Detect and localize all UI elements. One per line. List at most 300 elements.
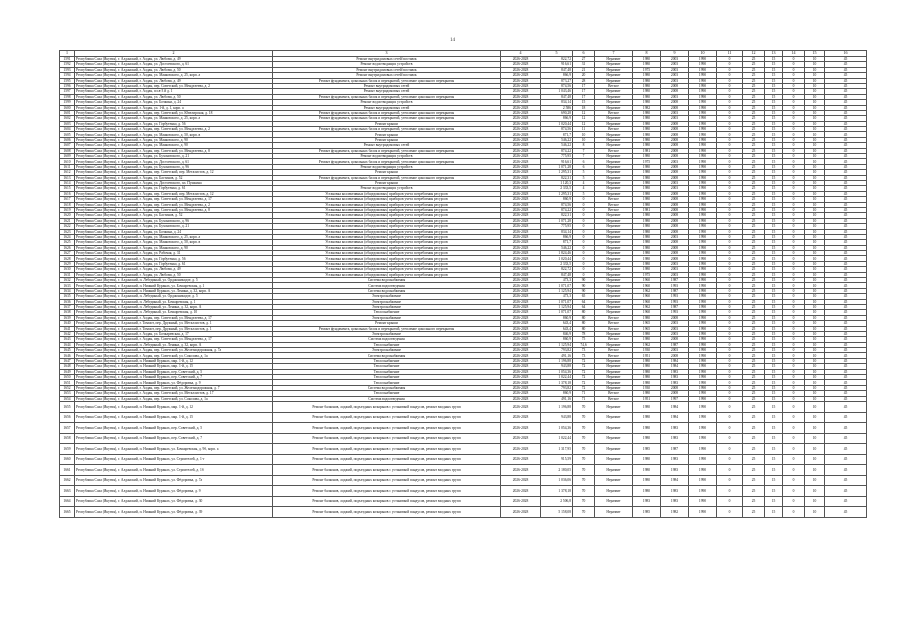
table-cell: 17 — [573, 89, 595, 94]
table-cell: 25 — [743, 364, 765, 369]
table-cell: 2008 — [661, 132, 689, 137]
table-cell: 2008 — [661, 245, 689, 250]
table-cell: 2026-2028 — [501, 348, 541, 353]
table-cell: 10 — [805, 321, 825, 326]
table-cell: 25 — [743, 251, 765, 256]
table-cell: 10 — [805, 105, 825, 110]
table-cell: Республика Саха (Якутия), г. Алданский, г. Алдан, пер. Советский, ул. Менделеева, д. 17 — [75, 315, 273, 320]
table-cell: 0 — [573, 229, 595, 234]
table-cell: 45 — [825, 385, 867, 390]
table-cell: 64 — [573, 299, 595, 304]
table-cell: 25 — [743, 475, 765, 486]
table-cell: 45 — [825, 148, 867, 153]
table-cell: 0 — [783, 369, 805, 374]
table-cell: 1990 — [689, 433, 717, 444]
table-cell: 0 — [717, 143, 743, 148]
table-cell: 0 — [717, 465, 743, 476]
table-cell: 0 — [717, 121, 743, 126]
table-cell: 2008 — [661, 224, 689, 229]
table-cell: 1990 — [689, 294, 717, 299]
table-cell: 1990 — [689, 218, 717, 223]
table-cell: Ремонт фундамента, цокольных балок и перекрытий, утепление цокольного перекрытия — [273, 326, 501, 331]
table-cell: 0 — [783, 496, 805, 507]
table-cell: 0 — [783, 100, 805, 105]
table-cell: 834,14 — [541, 229, 573, 234]
table-cell: Ремонт фундамента, цокольных балок и перекрытий, утепление цокольного перекрытия — [273, 116, 501, 121]
table-cell: 0 — [783, 299, 805, 304]
table-cell: 15 — [765, 170, 783, 175]
table-cell: 10 — [805, 402, 825, 413]
table-cell: 0 — [717, 251, 743, 256]
table-cell: Неразвит — [595, 180, 633, 185]
table-cell: 2008 — [661, 127, 689, 132]
table-cell: 1635 — [60, 294, 75, 299]
table-cell: 0 — [717, 127, 743, 132]
table-cell: 2026-2028 — [501, 321, 541, 326]
table-cell: 15 — [765, 353, 783, 358]
table-cell: 1990 — [689, 337, 717, 342]
table-cell: 0 — [783, 331, 805, 336]
table-row — [60, 444, 867, 455]
table-cell: 10 — [805, 326, 825, 331]
table-cell: 1628 — [60, 256, 75, 261]
table-cell: Республика Саха (Якутия), г. Алданский, г. Алдан, пер. Советский, ул. Менделеева, д. 17 — [75, 337, 273, 342]
table-cell: 0 — [717, 148, 743, 153]
table-cell: 0 — [783, 116, 805, 121]
table-cell: 25 — [743, 67, 765, 72]
table-cell: 25 — [743, 369, 765, 374]
table-cell: 45 — [825, 396, 867, 401]
table-cell: Ветхое — [595, 207, 633, 212]
table-cell: 10 — [805, 57, 825, 62]
table-cell: 1596 — [60, 83, 75, 88]
table-cell: 1980 — [633, 229, 661, 234]
table-cell: 45 — [825, 433, 867, 444]
table-cell: Ремонт балконов, лоджий, подъездных козырьков с установкой пандусов, ремонт входных групп — [273, 433, 501, 444]
table-cell: 1980 — [633, 143, 661, 148]
table-cell: 10 — [805, 148, 825, 153]
table-cell: Республика Саха (Якутия), г. Алданский, г. Алдан, пер. Советский, ул. Железнодорожная, д. 7а — [75, 348, 273, 353]
table-cell: Ремонт водоотводящих устройств — [273, 186, 501, 191]
table-cell: Республика Саха (Якутия), г. Алданский, п. Лебединый, ул. Бочкаревская, д. 10 — [75, 310, 273, 315]
table-cell: 1655 — [60, 402, 75, 413]
table-cell: 10 — [805, 132, 825, 137]
table-cell: 2008 — [661, 207, 689, 212]
table-cell: 45 — [825, 315, 867, 320]
table-cell: 45 — [825, 218, 867, 223]
table-cell: 0 — [717, 369, 743, 374]
table-cell: 2003 — [661, 78, 689, 83]
table-cell: 45 — [825, 132, 867, 137]
table-cell: Неразвит — [595, 132, 633, 137]
table-cell: 70 — [573, 475, 595, 486]
table-cell: Республика Саха (Якутия), г. Алданский, г. Алдан, пер. Советский, ул. Менделеева, д. 8 — [75, 207, 273, 212]
table-cell: Республика Саха (Якутия), г. Алданский, г. Алдан, ул. Горбутенко, д. 61 — [75, 186, 273, 191]
table-cell: 25 — [743, 197, 765, 202]
table-cell: 25 — [743, 348, 765, 353]
table-cell: 1990 — [689, 57, 717, 62]
table-cell: Неразвит — [595, 288, 633, 293]
table-cell: 874,22 — [541, 207, 573, 212]
table-row — [60, 402, 867, 413]
table-cell: 0 — [717, 89, 743, 94]
table-cell: 1980 — [633, 202, 661, 207]
table-cell: 2026-2028 — [501, 444, 541, 455]
table-cell: 10 — [805, 288, 825, 293]
table-cell: 0 — [783, 180, 805, 185]
table-row — [60, 475, 867, 486]
table-cell: 10 — [805, 412, 825, 423]
table-cell: 45 — [825, 299, 867, 304]
table-cell: Республика Саха (Якутия), г. Алданский, г. Алдан, ул. Бочкина, д. 24 — [75, 229, 273, 234]
table-cell: 1 125,94 — [541, 342, 573, 347]
table-cell: 15 — [765, 433, 783, 444]
table-cell: 2026-2028 — [501, 105, 541, 110]
table-cell: 25 — [743, 396, 765, 401]
table-cell: 1 378,18 — [541, 380, 573, 385]
table-cell: 0 — [783, 240, 805, 245]
table-cell: 45 — [825, 116, 867, 121]
table-cell: 10 — [805, 353, 825, 358]
table-cell: Установка коллективных (общедомовых) приборов учета потребления ресурсов — [273, 267, 501, 272]
table-cell: 0 — [783, 304, 805, 309]
table-cell: 0 — [717, 454, 743, 465]
table-cell: 0 — [783, 62, 805, 67]
table-cell: 1980 — [633, 486, 661, 497]
table-cell: 1 295,31 — [541, 191, 573, 196]
table-cell: 45 — [825, 240, 867, 245]
table-row — [60, 496, 867, 507]
table-cell: 2026-2028 — [501, 94, 541, 99]
table-cell: 45 — [825, 337, 867, 342]
table-cell: 2026-2028 — [501, 283, 541, 288]
column-number: 13 — [765, 51, 783, 57]
table-cell: 1 036,06 — [541, 475, 573, 486]
table-cell: 10 — [805, 186, 825, 191]
table-cell: 25 — [743, 267, 765, 272]
table-cell: 10 — [805, 213, 825, 218]
table-cell: 2026-2028 — [501, 358, 541, 363]
table-cell: 25 — [743, 331, 765, 336]
table-cell: 1980 — [633, 375, 661, 380]
table-cell: 2026-2028 — [501, 288, 541, 293]
table-cell: Республика Саха (Якутия), г. Алданский, г. Алдан, ул. Маяковского, д. 25, корп. а — [75, 73, 273, 78]
table-cell: 1980 — [633, 240, 661, 245]
table-cell: 15 — [765, 337, 783, 342]
table-cell: 2026-2028 — [501, 127, 541, 132]
table-cell: 1990 — [689, 496, 717, 507]
table-cell: 1990 — [689, 423, 717, 434]
table-cell: 0 — [717, 256, 743, 261]
table-cell: 70 — [573, 496, 595, 507]
table-cell: 27 — [573, 57, 595, 62]
table-cell: Ремонт крыши — [273, 180, 501, 185]
table-cell: 0 — [573, 202, 595, 207]
table-cell: 2026-2028 — [501, 475, 541, 486]
table-cell: Ремонт фундамента, цокольных балок и перекрытий, утепление цокольного перекрытия — [273, 159, 501, 164]
table-cell: Республика Саха (Якутия), г. Алданский, п. Нижний Куранах, мкр. 1-й, д. 15 — [75, 364, 273, 369]
table-cell: Ремонт фундамента, цокольных балок и перекрытий, утепление цокольного перекрытия — [273, 148, 501, 153]
table-cell: 0 — [717, 353, 743, 358]
table-cell: 1618 — [60, 202, 75, 207]
table-cell: 0 — [783, 321, 805, 326]
table-cell: 2026-2028 — [501, 364, 541, 369]
table-cell: 0 — [783, 267, 805, 272]
table-cell: 1990 — [689, 412, 717, 423]
table-cell: 0 — [783, 67, 805, 72]
table-cell: Неразвит — [595, 224, 633, 229]
table-cell: 1606 — [60, 137, 75, 142]
table-cell: Республика Саха (Якутия), г. Алданский, г. Алдан, ул. Горбутенко, д. 56 — [75, 256, 273, 261]
table-cell: Республика Саха (Якутия), г. Алданский, п. Нижний Куранах, мкр. 1-й, д. 12 — [75, 402, 273, 413]
table-cell: 1990 — [689, 89, 717, 94]
table-cell: Республика Саха (Якутия), г. Алданский, п. Лебединый, ул. Ленина, д. 32, корп. А — [75, 342, 273, 347]
table-cell: 15 — [765, 256, 783, 261]
table-cell: Республика Саха (Якутия), г. Алданский, г. Алдан, пер. Советский, ул. Менделеева, д. 2 — [75, 83, 273, 88]
table-cell: Электроснабжение — [273, 331, 501, 336]
table-cell: 1980 — [633, 423, 661, 434]
table-cell: 0 — [783, 164, 805, 169]
table-cell: 25 — [743, 321, 765, 326]
table-cell: Ветхое — [595, 127, 633, 132]
table-cell: 10 — [805, 496, 825, 507]
table-cell: 15 — [765, 234, 783, 239]
table-cell: 2026-2028 — [501, 110, 541, 115]
table-cell: 25 — [743, 337, 765, 342]
table-cell: 45 — [825, 321, 867, 326]
table-cell: Ремонт фундамента, цокольных балок и перекрытий, утепление цокольного перекрытия — [273, 94, 501, 99]
table-cell: 15 — [765, 444, 783, 455]
table-cell: 25 — [743, 486, 765, 497]
table-cell: 2026-2028 — [501, 240, 541, 245]
table-cell: Республика Саха (Якутия), г. Алданский, г. Алдан, ул. Рабочая, д. 31 — [75, 251, 273, 256]
table-cell: Теплоснабжение — [273, 358, 501, 363]
table-cell: Ветхое — [595, 148, 633, 153]
table-cell: 1 020,44 — [541, 256, 573, 261]
table-cell: Республика Саха (Якутия), г. Алданский, п. Нижний Куранах, пер. Советский, д. 5 — [75, 369, 273, 374]
table-cell: 15 — [765, 159, 783, 164]
table-cell: 1980 — [633, 180, 661, 185]
table-cell: 2008 — [661, 213, 689, 218]
table-cell: 15 — [765, 267, 783, 272]
table-cell: 1990 — [689, 364, 717, 369]
table-cell: 45 — [825, 283, 867, 288]
table-cell: 2008 — [661, 391, 689, 396]
table-cell: 0 — [717, 321, 743, 326]
table-cell: 10 — [805, 433, 825, 444]
column-number: 7 — [595, 51, 633, 57]
table-cell: 45 — [825, 412, 867, 423]
table-cell: Неразвит — [595, 154, 633, 159]
table-cell: 0 — [717, 116, 743, 121]
table-cell: 2003 — [661, 57, 689, 62]
table-cell: 45 — [825, 89, 867, 94]
table-cell: 1980 — [633, 218, 661, 223]
table-cell: 25 — [743, 278, 765, 283]
table-cell: 1601 — [60, 110, 75, 115]
table-cell: 1983 — [661, 375, 689, 380]
table-cell: 80 — [573, 310, 595, 315]
table-cell: 45 — [825, 191, 867, 196]
table-cell: 45 — [825, 213, 867, 218]
table-cell: 1626 — [60, 245, 75, 250]
table-cell: 25 — [743, 89, 765, 94]
table-cell: 5 — [573, 175, 595, 180]
table-cell: 1604 — [60, 127, 75, 132]
table-cell: 2008 — [661, 218, 689, 223]
table-cell: 1980 — [633, 465, 661, 476]
table-cell: 2003 — [661, 186, 689, 191]
table-cell: 1960 — [633, 294, 661, 299]
table-cell: 10 — [805, 116, 825, 121]
table-cell: Теплоснабжение — [273, 380, 501, 385]
table-cell: 0 — [783, 396, 805, 401]
table-cell: 1632 — [60, 278, 75, 283]
table-cell: 15 — [765, 261, 783, 266]
table-cell: 866,9 — [541, 73, 573, 78]
table-cell: Система водоотведения — [273, 283, 501, 288]
table-cell: Республика Саха (Якутия), г. Алданский, г. Алдан, ул. Достоевского, пл. Пушкина — [75, 180, 273, 185]
table-cell: 10 — [805, 170, 825, 175]
table-cell: 45 — [825, 261, 867, 266]
table-cell: 1 196,88 — [541, 402, 573, 413]
table-cell: Республика Саха (Якутия), г. Алданский, п. Лебединый, ул. Ленина, д. 32, корп. А — [75, 304, 273, 309]
table-cell: 0 — [783, 57, 805, 62]
table-cell: 1960 — [633, 278, 661, 283]
table-cell: 1990 — [689, 348, 717, 353]
table-cell: 0 — [783, 229, 805, 234]
table-cell: Установка коллективных (общедомовых) приборов учета потребления ресурсов — [273, 207, 501, 212]
table-cell: 0 — [717, 364, 743, 369]
table-cell: 0 — [717, 342, 743, 347]
table-cell: 25 — [743, 294, 765, 299]
table-cell: 0 — [573, 218, 595, 223]
table-cell: 1990 — [689, 186, 717, 191]
table-cell: 1983 — [661, 486, 689, 497]
table-cell: 1611 — [60, 164, 75, 169]
table-cell: 2008 — [661, 154, 689, 159]
table-cell: 0 — [783, 358, 805, 363]
table-cell: 860,9 — [541, 337, 573, 342]
table-cell: 1980 — [633, 380, 661, 385]
table-cell: 847,48 — [541, 272, 573, 277]
table-cell: 0 — [783, 278, 805, 283]
table-cell: 2026-2028 — [501, 170, 541, 175]
table-cell: 0 — [717, 385, 743, 390]
table-cell: 45 — [825, 202, 867, 207]
table-cell: 10 — [805, 164, 825, 169]
table-cell: 25 — [743, 83, 765, 88]
table-cell: 0 — [717, 358, 743, 363]
table-cell: 10 — [805, 444, 825, 455]
table-cell: 2026-2028 — [501, 224, 541, 229]
table-cell: 0 — [717, 137, 743, 142]
table-cell: Республика Саха (Якутия), г. Алданский, г. Алдан, пл.в-3 й д. 1 — [75, 89, 273, 94]
table-cell: 25 — [743, 159, 765, 164]
table-cell: 871,7 — [541, 132, 573, 137]
table-cell: 0 — [717, 110, 743, 115]
table-cell: Неразвит — [595, 358, 633, 363]
table-cell: 0 — [783, 288, 805, 293]
table-cell: 0 — [573, 251, 595, 256]
table-cell: Неразвит — [595, 278, 633, 283]
table-cell: 2008 — [661, 197, 689, 202]
table-cell: Республика Саха (Якутия), г. Алданский, г. Алдан, пер. Советский, ул. Соколова, д. 1а — [75, 396, 273, 401]
table-cell: 10 — [805, 73, 825, 78]
table-cell: 0 — [573, 207, 595, 212]
table-cell: 1990 — [689, 353, 717, 358]
table-cell: 15 — [765, 186, 783, 191]
table-cell: 822,72 — [541, 267, 573, 272]
table-cell: Ремонт водоотводящих устройств — [273, 100, 501, 105]
table-cell: 1595 — [60, 78, 75, 83]
table-cell: 25 — [743, 62, 765, 67]
table-cell: Установка коллективных (общедомовых) приборов учета потребления ресурсов — [273, 261, 501, 266]
table-cell: 1930 — [633, 385, 661, 390]
table-cell: 72 — [573, 385, 595, 390]
table-cell: 15 — [573, 100, 595, 105]
table-cell: 1990 — [689, 154, 717, 159]
table-cell: 2026-2028 — [501, 353, 541, 358]
table-cell: 1990 — [689, 105, 717, 110]
table-cell: 1980 — [633, 127, 661, 132]
table-cell: 1649 — [60, 369, 75, 374]
table-cell: 25 — [743, 380, 765, 385]
table-cell: 0 — [783, 310, 805, 315]
table-cell: Республика Саха (Якутия), г. Алданский, г. Алдан, ул. Любови, д. 50 — [75, 67, 273, 72]
table-cell: Установка коллективных (общедомовых) приборов учета потребления ресурсов — [273, 202, 501, 207]
table-cell: Неразвит — [595, 143, 633, 148]
table-cell: 0 — [573, 272, 595, 277]
table-cell: 10 — [805, 110, 825, 115]
table-cell: 0 — [783, 197, 805, 202]
table-cell: 1633 — [60, 283, 75, 288]
table-cell: 0 — [783, 402, 805, 413]
table-cell: 2026-2028 — [501, 326, 541, 331]
table-cell: 10 — [805, 304, 825, 309]
table-cell: 2026-2028 — [501, 375, 541, 380]
table-cell: Республика Саха (Якутия), г. Алданский, п. Лебединый, ул. Орджоникидзе, д. 5 — [75, 278, 273, 283]
table-cell: 1962 — [633, 304, 661, 309]
table-cell: 25 — [743, 245, 765, 250]
table-cell: 45 — [825, 272, 867, 277]
table-cell: 70 — [573, 402, 595, 413]
table-cell: Неразвит — [595, 57, 633, 62]
table-cell: 10 — [805, 348, 825, 353]
table-cell: 2026-2028 — [501, 294, 541, 299]
table-row — [60, 433, 867, 444]
table-cell: 0 — [717, 496, 743, 507]
table-cell: 1644 — [60, 342, 75, 347]
table-cell: Установка коллективных (общедомовых) приборов учета потребления ресурсов — [273, 213, 501, 218]
table-cell: 0 — [783, 159, 805, 164]
table-cell: 2003 — [661, 261, 689, 266]
table-cell: Республика Саха (Якутия), г. Алданский, г. Алдан, ул. Любови, д. 49 — [75, 57, 273, 62]
table-cell: Республика Саха (Якутия), г. Алданский, г. Алдан, пер. Советский, ул. Железнодорожная, д. 7 — [75, 385, 273, 390]
table-cell: 0 — [783, 412, 805, 423]
table-cell: 1980 — [633, 110, 661, 115]
table-cell: Установка коллективных (общедомовых) приборов учета потребления ресурсов — [273, 245, 501, 250]
table-cell: 25 — [743, 94, 765, 99]
table-cell: 70 — [573, 412, 595, 423]
table-cell: 1605 — [60, 132, 75, 137]
table-cell: 0 — [717, 67, 743, 72]
table-cell: 70 — [573, 507, 595, 518]
table-cell: 1990 — [689, 234, 717, 239]
table-cell: Неразвит — [595, 267, 633, 272]
table-cell: 1987 — [661, 304, 689, 309]
table-row — [60, 454, 867, 465]
